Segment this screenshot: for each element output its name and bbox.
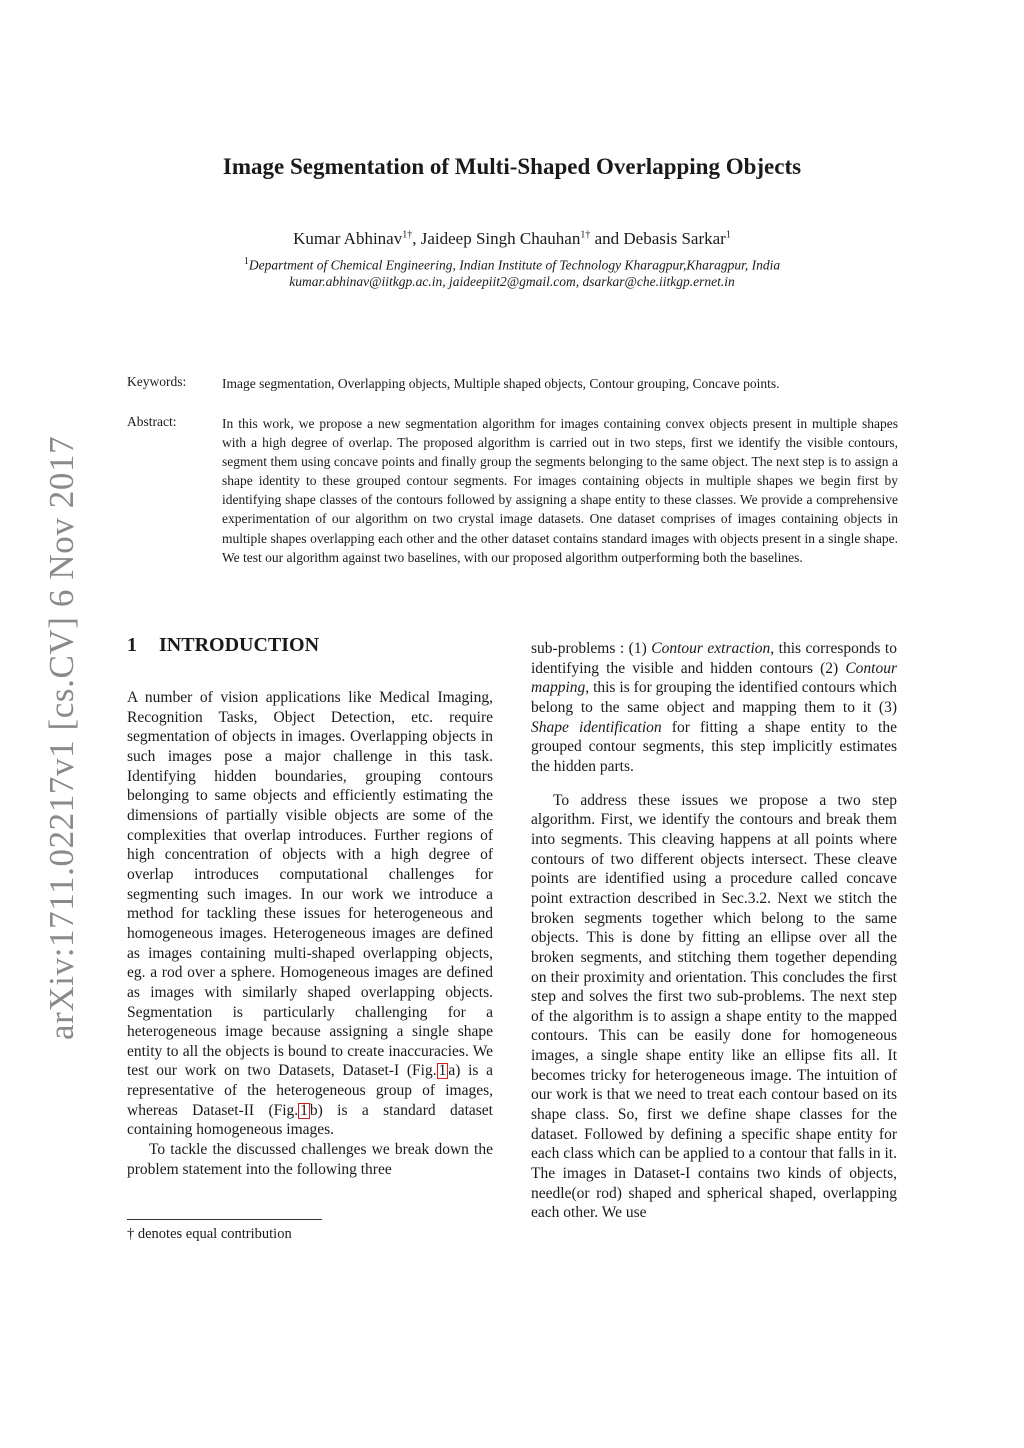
abstract-text: In this work, we propose a new segmentation algorithm for images containing convex objects present in multiple shapes with a high degree of overlap. The proposed algorithm is carried out in two steps, first we identify the visible contours, segment them using concave points and finally group the segments belonging to the same object. The next step is to assign a shape identity to these grouped contour segments. For images containing objects in multiple shapes we begin first by identifying shape classes of the contours followed by assigning a shape entity to these classes. We provide a comprehensive experimentation of our algorithm on two crystal image datasets. One dataset comprises of images containing objects in multiple shapes overlapping each other and the other dataset contains standard images with objects present in a single shape. We test our algorithm against two baselines, with our proposed algorithm outperforming both the baselines.: [222, 416, 898, 565]
author-conjunction: and: [594, 229, 620, 248]
author-mark: 1†: [402, 229, 413, 241]
keywords-label: Keywords:: [127, 374, 187, 389]
author-name: Kumar Abhinav: [293, 229, 403, 248]
paragraph-text: , this corresponds to identifying the visible and hidden contours (2): [531, 640, 897, 677]
right-column: [531, 639, 897, 1223]
paper-title: Image Segmentation of Multi-Shaped Overlapping Objects: [222, 154, 802, 179]
intro-paragraph: To tackle the discussed challenges we break down the problem statement into the following three: [127, 1141, 493, 1178]
figure-link[interactable]: 1: [438, 1062, 447, 1080]
author-name: Jaideep Singh Chauhan: [420, 229, 581, 248]
emphasis-text: Contour mapping: [531, 659, 897, 697]
emphasis-text: Contour extraction: [651, 640, 771, 657]
paragraph-text: a) is a representative of the heterogeneous group of images, whereas Dataset-II (Fig.: [127, 1062, 493, 1119]
footnote: † denotes equal contribution: [127, 1226, 292, 1242]
author-mark: 1†: [580, 229, 591, 241]
figure-link[interactable]: 1: [300, 1101, 308, 1119]
paragraph-text: for fitting a shape entity to the grouped contour segments, this step implicitly estimates the hidden parts.: [531, 718, 897, 775]
author-name: Debasis Sarkar: [623, 229, 726, 248]
paragraph-text: sub-problems : (1): [531, 640, 652, 657]
arxiv-identifier-stamp: arXiv:1711.02217v1 [cs.CV] 6 Nov 2017: [42, 435, 81, 1040]
section-heading: [127, 634, 319, 657]
affiliation-text: Department of Chemical Engineering, Indian Institute of Technology Kharagpur,Kharagpur, India: [248, 257, 781, 273]
affiliation-mark: 1: [243, 256, 249, 267]
paragraph-text: A number of vision applications like Medical Imaging, Recognition Tasks, Object Detection, etc. require segmentation of objects in images. Overlapping objects in such images pose a major challenge in this task. Identifying hidden boundaries, grouping contours belonging to same objects and efficiently estimating the dimensions of partially visible objects are some of the complexities that overlap introduces. Further regions of high concentration of objects with a high degree of overlap introduces computational challenges for segmenting such images. In our work we introduce a method for tackling these issues for heterogeneous and homogeneous images. Heterogeneous images are defined as images containing multi-shaped overlapping objects, eg. a rod over a sphere. Homogeneous images are defined as images with similarly shaped overlapping objects. Segmentation is particularly challenging for a heterogeneous image because assigning a single shape entity to all the objects is bound to create inaccuracies. We test our work on two Datasets, Dataset-I (Fig.: [127, 689, 493, 1080]
section-number: 1: [127, 634, 137, 656]
section-title: INTRODUCTION: [159, 634, 320, 656]
author-emails: kumar.abhinav@iitkgp.ac.in, jaideepiit2@gmail.com, dsarkar@che.iitkgp.ernet.in: [289, 274, 735, 289]
intro-paragraph: [127, 688, 493, 1140]
paragraph-text: b) is a standard dataset containing homogeneous images.: [127, 1101, 493, 1139]
author-list: Kumar Abhinav$^{1\dagger}$, Jaideep Singh Chauhan$^{1\dagger}$ and Debasis Sarkar$^1$: [293, 229, 731, 248]
affiliation: [0, 256, 1024, 274]
author-mark: 1: [725, 229, 731, 241]
intro-paragraph: [531, 639, 897, 777]
emphasis-text: Shape identification: [531, 718, 662, 736]
keywords-text: Image segmentation, Overlapping objects, Multiple shaped objects, Contour grouping, Concave points.: [222, 376, 780, 391]
abstract-label: Abstract:: [127, 414, 177, 429]
intro-paragraph: To address these issues we propose a two step algorithm. First, we identify the contours and break them into segments. This cleaving happens at all points where contours of two different objects intersect. These cleave points are identified using a procedure called concave point extraction described in Sec.3.2. Next we stitch the broken segments together which belong to the same objects. This is done by fitting an ellipse over all the broken segments, and stitching them together depending on their proximity and orientation. This concludes the first step and solves the first two sub-problems. The next step of the algorithm is to assign a shape entity to the mapped contours. This can be easily done for homogeneous images, a single shape entity like an ellipse fits all. It becomes tricky for heterogeneous image. The intuition of our work is that we need to treat each contour based on its shape class. So, first we define shape classes for the dataset. Followed by defining a specific shape entity for each class which can be applied to a contour that falls in it. The images in Dataset-I contains two kinds of objects, needle(or rod) shaped and spherical shaped, overlapping each other. We use: [531, 791, 897, 1222]
left-column: [127, 688, 493, 1179]
footnote-divider: [127, 1219, 322, 1220]
paragraph-text: , this is for grouping the identified contours which belong to the same object and mapping them to it (3): [531, 679, 897, 716]
